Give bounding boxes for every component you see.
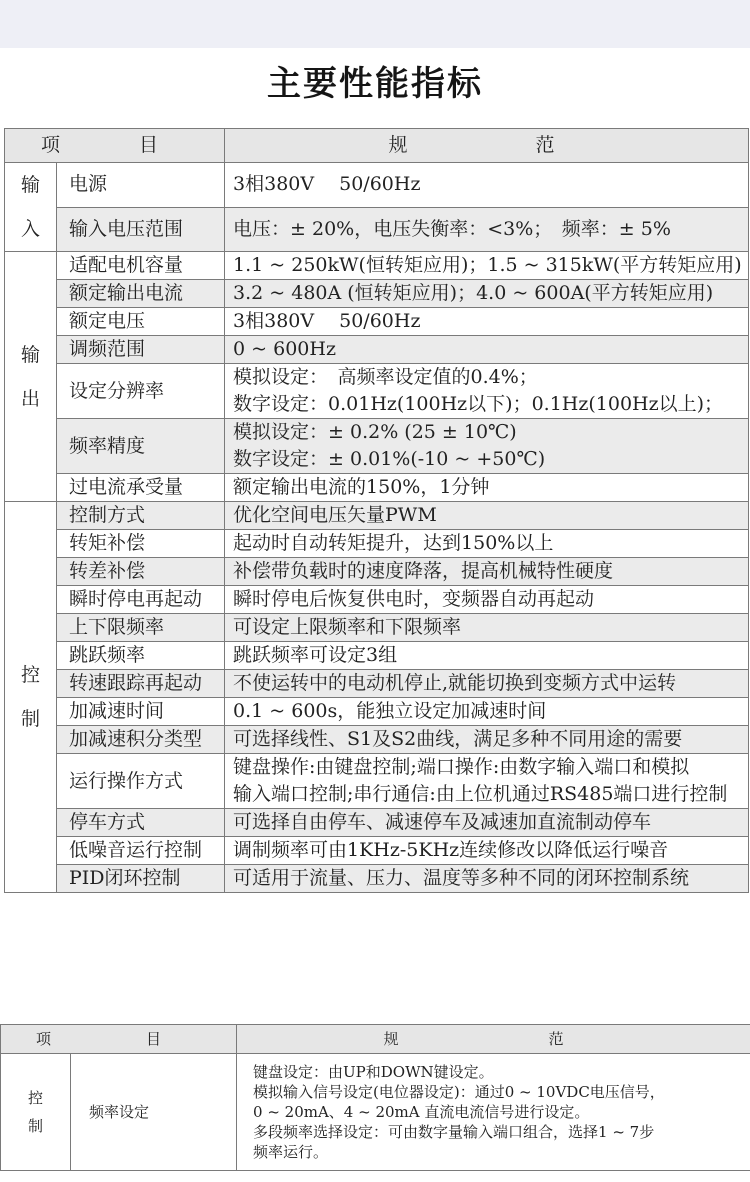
spec-cell	[225, 670, 749, 698]
header-item: 项 目	[5, 129, 225, 163]
item-cell: 上下限频率	[57, 614, 225, 642]
spec-cell	[225, 865, 749, 893]
table-row	[5, 163, 749, 208]
spec-table	[4, 128, 749, 893]
item-cell: 转矩补偿	[57, 530, 225, 558]
spec-cell	[225, 252, 749, 280]
group-char: 入	[20, 218, 40, 240]
spec-cell	[225, 586, 749, 614]
spec-cell	[225, 530, 749, 558]
spec-cell	[225, 364, 749, 419]
item-cell: 加减速积分类型	[57, 726, 225, 754]
item-cell: 过电流承受量	[57, 474, 225, 502]
spec-line: 数字设定：0.01Hz(100Hz以下)；0.1Hz(100Hz以上)；	[233, 393, 724, 415]
spec-line: 模拟设定：± 0.2% (25 ± 10℃)	[233, 421, 517, 443]
spec-cell	[225, 642, 749, 670]
item-cell: 低噪音运行控制	[57, 837, 225, 865]
group-label	[5, 502, 57, 893]
group-char: 制	[27, 1117, 43, 1135]
table-row	[5, 754, 749, 809]
spec-cell	[225, 280, 749, 308]
spec-line: 瞬时停电后恢复供电时，变频器自动再起动	[233, 588, 595, 610]
top-band	[0, 0, 750, 48]
spec-line: 频率运行。	[253, 1143, 329, 1161]
item-cell: 停车方式	[57, 809, 225, 837]
table-row	[5, 809, 749, 837]
spec-line: 可选择自由停车、减速停车及减速加直流制动停车	[233, 811, 652, 833]
table2-header-row	[1, 1025, 750, 1054]
group-char: 控	[27, 1089, 43, 1107]
spec-line: 0 ~ 20mA、4 ~ 20mA 直流电流信号进行设定。	[253, 1103, 590, 1121]
spec-line: 优化空间电压矢量PWM	[233, 504, 437, 526]
item-cell: 加减速时间	[57, 698, 225, 726]
spec-line: 电压：± 20%，电压失衡率：<3%； 频率：± 5%	[233, 217, 671, 240]
table-row	[5, 474, 749, 502]
spec-cell	[225, 308, 749, 336]
header-spec: 规 范	[225, 129, 749, 163]
item-cell: 适配电机容量	[57, 252, 225, 280]
table-row	[5, 614, 749, 642]
table-row	[5, 252, 749, 280]
spec-cell	[237, 1054, 750, 1171]
group-label	[5, 252, 57, 502]
group-char: 出	[20, 387, 40, 410]
group-char: 输	[20, 174, 40, 196]
table-row	[5, 502, 749, 530]
group-char: 控	[20, 664, 40, 686]
spec-line: 可选择线性、S1及S2曲线，满足多种不同用途的需要	[233, 728, 683, 750]
table2-header-spec: 规 范	[237, 1025, 750, 1054]
spec-line: 3相380V 50/60Hz	[233, 173, 421, 196]
group-label	[1, 1054, 71, 1171]
spec-line: 3相380V 50/60Hz	[233, 310, 421, 332]
item-cell: 控制方式	[57, 502, 225, 530]
item-cell: 频率设定	[71, 1054, 237, 1171]
table-row	[1, 1054, 750, 1171]
spec-line: 数字设定：± 0.01%(-10 ~ +50℃)	[233, 448, 546, 470]
item-cell: 瞬时停电再起动	[57, 586, 225, 614]
table-row	[5, 698, 749, 726]
spec-line: 可适用于流量、压力、温度等多种不同的闭环控制系统	[233, 867, 690, 889]
table-row	[5, 530, 749, 558]
spec-line: 可设定上限频率和下限频率	[233, 616, 462, 638]
spec-line: 补偿带负载时的速度降落，提高机械特性硬度	[233, 560, 614, 582]
spec-cell	[225, 698, 749, 726]
spec-cell	[225, 809, 749, 837]
item-cell: 额定输出电流	[57, 280, 225, 308]
spec-cell	[225, 754, 749, 809]
table-row	[5, 865, 749, 893]
spec-line: 调制频率可由1KHz-5KHz连续修改以降低运行噪音	[233, 839, 669, 861]
spec-line: 0.1 ~ 600s，能独立设定加减速时间	[233, 700, 547, 722]
spec-line: 不使运转中的电动机停止,就能切换到变频方式中运转	[233, 672, 677, 694]
spec-line: 模拟输入信号设定(电位器设定)：通过0 ~ 10VDC电压信号，	[253, 1083, 665, 1101]
table-row	[5, 364, 749, 419]
item-cell: 调频范围	[57, 336, 225, 364]
spec-line: 键盘设定：由UP和DOWN键设定。	[253, 1063, 494, 1081]
item-cell: 转速跟踪再起动	[57, 670, 225, 698]
item-cell: 频率精度	[57, 419, 225, 474]
item-cell: 额定电压	[57, 308, 225, 336]
page-title: 主要性能指标	[267, 64, 483, 104]
table-row	[5, 558, 749, 586]
item-cell: 跳跃频率	[57, 642, 225, 670]
item-cell: 设定分辨率	[57, 364, 225, 419]
spec-line: 1.1 ~ 250kW(恒转矩应用)；1.5 ~ 315kW(平方转矩应用)	[233, 254, 742, 276]
table-row	[5, 837, 749, 865]
item-cell: PID闭环控制	[57, 865, 225, 893]
spec-line: 3.2 ~ 480A (恒转矩应用)；4.0 ~ 600A(平方转矩应用)	[233, 282, 714, 304]
table-row	[5, 726, 749, 754]
spec-cell	[225, 726, 749, 754]
spec-cell	[225, 163, 749, 208]
spec-cell	[225, 474, 749, 502]
spec-line: 多段频率选择设定：可由数字量输入端口组合，选择1 ~ 7步	[253, 1123, 655, 1141]
spec-cell	[225, 336, 749, 364]
table-row	[5, 419, 749, 474]
table2-header-item: 项 目	[1, 1025, 237, 1054]
table-row	[5, 207, 749, 252]
item-cell: 电源	[57, 163, 225, 208]
spec-line: 键盘操作:由键盘控制;端口操作:由数字输入端口和模拟	[233, 756, 690, 778]
table-row	[5, 670, 749, 698]
spec-line: 模拟设定： 高频率设定值的0.4%；	[233, 366, 538, 388]
item-cell: 运行操作方式	[57, 754, 225, 809]
spec-line: 额定输出电流的150%，1分钟	[233, 476, 490, 498]
table-row	[5, 336, 749, 364]
item-cell: 输入电压范围	[57, 207, 225, 252]
table-row	[5, 586, 749, 614]
spec-cell	[225, 614, 749, 642]
spec-line: 0 ~ 600Hz	[233, 338, 336, 360]
spec-line: 输入端口控制;串行通信:由上位机通过RS485端口进行控制	[233, 783, 728, 805]
spec-cell	[225, 502, 749, 530]
spec-cell	[225, 207, 749, 252]
spec-line: 跳跃频率可设定3组	[233, 644, 398, 666]
table-header-row	[5, 129, 749, 163]
spec-cell	[225, 558, 749, 586]
spec-cell	[225, 837, 749, 865]
spec-table-2	[0, 1024, 750, 1171]
group-char: 输	[20, 343, 40, 366]
group-label	[5, 163, 57, 252]
table-row	[5, 642, 749, 670]
item-cell: 转差补偿	[57, 558, 225, 586]
group-char: 制	[20, 708, 40, 730]
table-row	[5, 308, 749, 336]
table-row	[5, 280, 749, 308]
spec-cell	[225, 419, 749, 474]
spec-line: 起动时自动转矩提升，达到150%以上	[233, 532, 554, 554]
